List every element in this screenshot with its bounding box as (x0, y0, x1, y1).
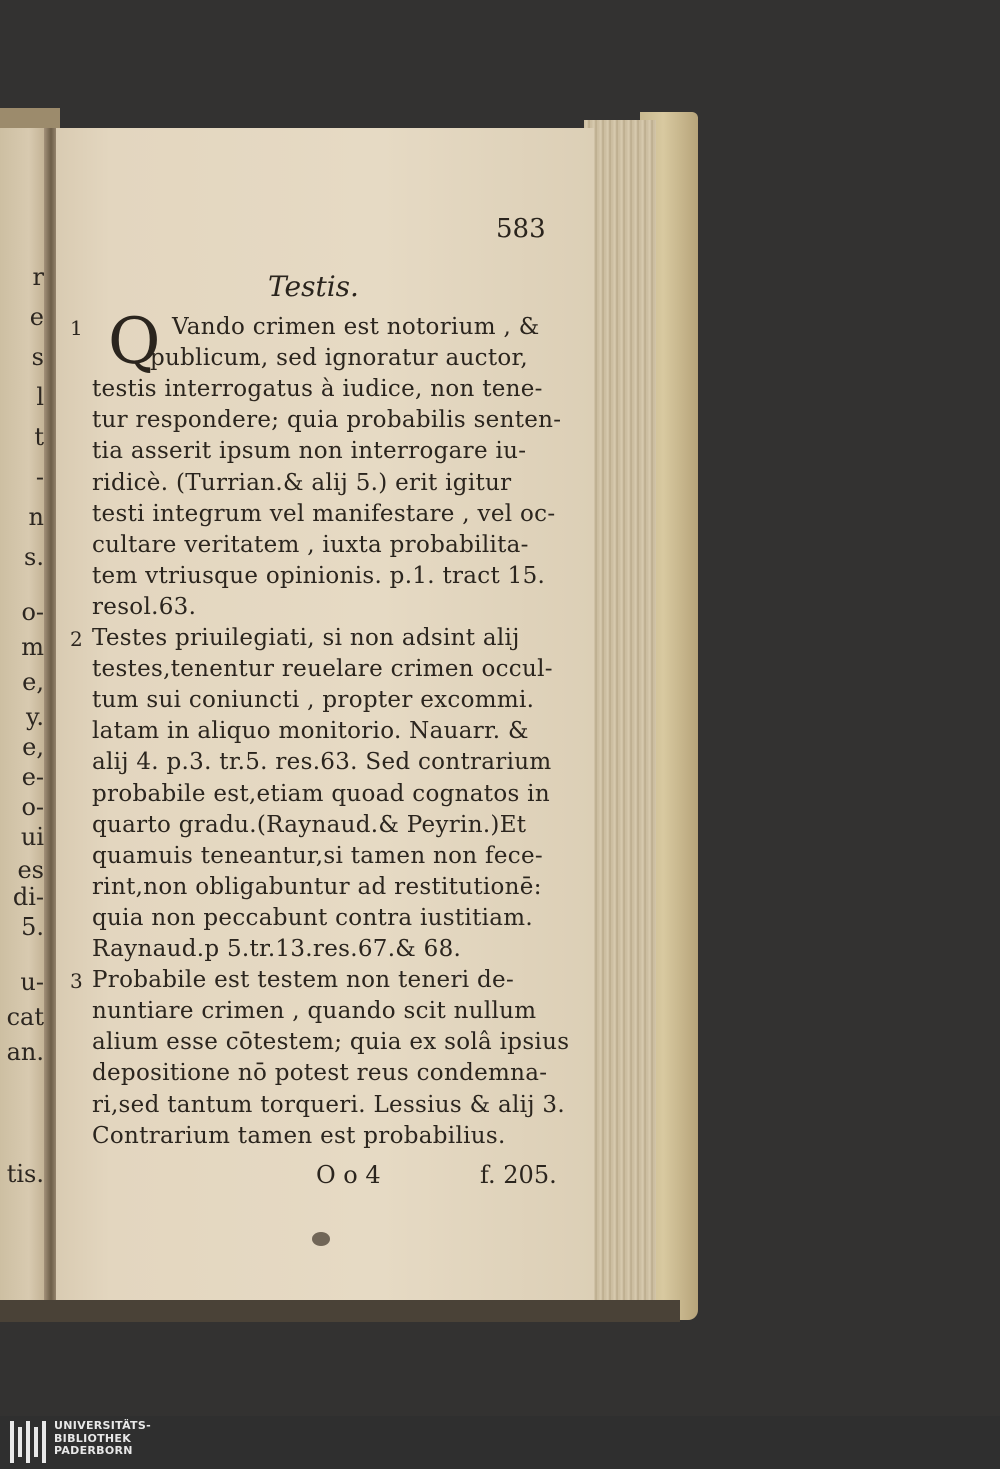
paragraph-number: 2 (70, 627, 83, 651)
left-page-fragment: ui (20, 823, 44, 851)
book-bottom-edge (0, 1300, 680, 1322)
left-page-fragment: - (35, 463, 44, 491)
left-page-fragment: t (34, 423, 44, 451)
left-page-fragment: r (32, 263, 44, 291)
left-page-fragment: cat (6, 1003, 44, 1031)
left-page-fragment: tis. (6, 1160, 44, 1188)
text-line: ridicè. (Turrian.& alij 5.) erit igitur (92, 469, 512, 496)
section-heading: Testis. (268, 270, 359, 303)
left-page-fragment: an. (6, 1038, 44, 1066)
text-line: cultare veritatem , iuxta probabilita- (92, 531, 529, 558)
logo-line-3: PADERBORN (54, 1444, 133, 1457)
page-number: 583 (496, 214, 546, 244)
left-page-fragment: o- (21, 598, 44, 626)
text-line: alij 4. p.3. tr.5. res.63. Sed contrarium (92, 749, 552, 776)
left-page-fragment: n (28, 503, 44, 531)
text-line: quia non peccabunt contra iustitiam. (92, 904, 534, 931)
left-page-fragment: s. (24, 543, 44, 571)
text-line: publicum, sed ignoratur auctor, (150, 345, 528, 372)
page-edges (584, 120, 656, 1300)
left-page-fragment: e- (21, 763, 44, 791)
text-line: depositione nō potest reus condemna- (92, 1060, 548, 1087)
text-line: alium esse cōtestem; quia ex solâ ipsius (92, 1029, 570, 1056)
text-line: tum sui coniuncti , propter excommi. (92, 687, 535, 714)
library-logo-text (54, 1420, 151, 1458)
left-page-fragment: e (29, 303, 44, 331)
left-page-fragment: es (17, 856, 44, 884)
text-line: latam in aliquo monitorio. Nauarr. & (92, 718, 529, 745)
left-page-fragment: m (21, 633, 44, 661)
text-line: Contrarium tamen est probabilius. (92, 1122, 506, 1149)
logo-line-1: UNIVERSITÄTS- (54, 1419, 151, 1432)
text-line: Probabile est testem non teneri de- (92, 967, 515, 994)
left-page-fragment: e, (22, 733, 44, 761)
paragraph-number: 3 (70, 969, 83, 994)
drop-cap: Q (108, 305, 161, 379)
ink-stain (312, 1232, 330, 1246)
left-page-fragment: u- (20, 968, 44, 996)
text-line: testes,tenentur reuelare crimen occul- (92, 656, 553, 683)
catchword: f. 205. (480, 1161, 557, 1189)
text-line: Raynaud.p 5.tr.13.res.67.& 68. (92, 936, 462, 962)
text-line: quarto gradu.(Raynaud.& Peyrin.)Et (92, 811, 527, 838)
left-page-fragment: l (36, 383, 44, 411)
text-line: Testes priuilegiati, si non adsint alij (92, 625, 520, 651)
left-page-fragment: o- (21, 793, 44, 821)
text-line: ri,sed tantum torqueri. Lessius & alij 3. (92, 1091, 565, 1118)
text-line: resol.63. (92, 593, 197, 620)
paragraph-number: 1 (70, 316, 83, 340)
left-page-fragment: y. (26, 703, 44, 731)
library-logo-icon (8, 1419, 48, 1465)
text-line: tia asserit ipsum non interrogare iu- (92, 438, 527, 465)
text-line: testi integrum vel manifestare , vel oc- (92, 500, 556, 527)
text-line: Vando crimen est notorium , & (172, 314, 540, 340)
text-line: rint,non obligabuntur ad restitutionē: (92, 873, 542, 900)
text-line: quamuis teneantur,si tamen non fece- (92, 842, 543, 869)
left-page-fragment: e, (22, 668, 44, 696)
text-line: tem vtriusque opinionis. p.1. tract 15. (92, 562, 546, 589)
left-page-fragment: 5. (21, 913, 44, 941)
left-page-fragment: di- (12, 883, 44, 911)
text-line: testis interrogatus à iudice, non tene- (92, 376, 543, 403)
logo-line-2: BIBLIOTHEK (54, 1431, 132, 1445)
text-line: tur respondere; quia probabilis senten- (92, 407, 562, 434)
text-line: probabile est,etiam quoad cognatos in (92, 780, 550, 807)
signature-mark: O o 4 (316, 1161, 381, 1189)
text-line: nuntiare crimen , quando scit nullum (92, 998, 537, 1025)
left-page-fragment: s (31, 343, 44, 371)
